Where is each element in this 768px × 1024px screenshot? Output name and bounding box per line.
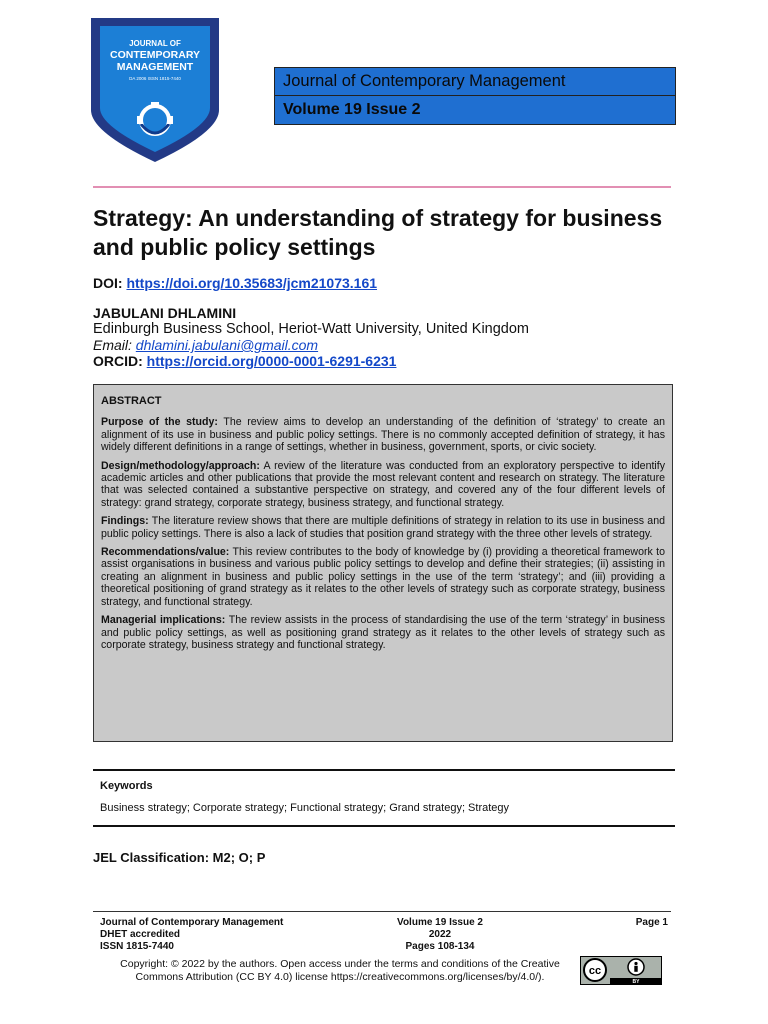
logo-line-3: MANAGEMENT [116, 61, 194, 73]
abstract-implications [101, 614, 665, 651]
footer-middle [380, 917, 500, 953]
logo-line-2: CONTEMPORARY [109, 49, 201, 61]
keywords-bottom-rule [93, 825, 675, 827]
abstract-box [93, 384, 673, 742]
email-label: Email: [93, 337, 132, 353]
footer-issn: ISSN 1815-7440 [100, 941, 174, 952]
orcid-label: ORCID: [93, 353, 143, 369]
by-label: BY [632, 979, 640, 985]
journal-logo [88, 14, 222, 164]
footer-volume: Volume 19 Issue 2 [397, 917, 483, 928]
abstract-heading: ABSTRACT [101, 395, 162, 407]
footer-left [100, 917, 283, 953]
footer-accreditation: DHET accredited [100, 929, 181, 940]
journal-name: Journal of Contemporary Management [283, 72, 566, 90]
header-divider [93, 186, 671, 188]
article-title: Strategy: An understanding of strategy for business and public policy settings [93, 205, 663, 260]
abstract-purpose-text: The review aims to develop an understanding of the definition of ‘strategy’ to create an alignment of its use in business and public policy settings. There is no commonly accepted definition of strategy, it has widely different definitions in a range of settings, whether in business, government, sports, or civic society. [101, 416, 665, 454]
doi-link[interactable]: https://doi.org/10.35683/jcm21073.161 [126, 275, 378, 291]
volume-issue: Volume 19 Issue 2 [275, 95, 675, 123]
cc-label: cc [588, 965, 602, 977]
keywords-list: Business strategy; Corporate strategy; Functional strategy; Grand strategy; Strategy [100, 802, 510, 814]
abstract-implications-label: Managerial implications: [101, 614, 226, 627]
footer-journal: Journal of Contemporary Management [100, 917, 284, 928]
footer-year: 2022 [428, 929, 452, 940]
orcid-link[interactable]: https://orcid.org/0000-0001-6291-6231 [146, 353, 397, 369]
journal-header-box [274, 67, 676, 125]
abstract-findings-text: The literature review shows that there are multiple definitions of strategy in relation to its use in business and public policy settings. There is also a lack of studies that position grand strategy with the three other levels of strategy. [101, 515, 665, 540]
copyright-notice: Copyright: © 2022 by the authors. Open access under the terms and conditions of the Creative Commons Attribution (CC BY 4.0) license https://creativecommons.org/licenses/by/4.0/). [120, 958, 560, 983]
author-affiliation: Edinburgh Business School, Heriot-Watt University, United Kingdom [93, 321, 529, 337]
email-line [93, 337, 318, 353]
abstract-recommendations [101, 546, 665, 608]
abstract-findings [101, 515, 665, 540]
jel-classification: JEL Classification: M2; O; P [93, 850, 266, 865]
keywords-heading: Keywords [100, 780, 153, 792]
shield-logo-icon [88, 14, 222, 164]
author-name: JABULANI DHLAMINI [93, 305, 237, 321]
page-number: Page 1 [635, 917, 668, 928]
abstract-recommendations-text: This review contributes to the body of knowledge by (i) providing a theoretical framework to assist organisations in business and various public policy settings to develop and define their strategies; (ii) assisting in creating an alignment in business and public policy settings in the use of the term ‘strategy’; and (iii) providing a theoretical positioning of grand strategy as it relates to the other levels of strategy such as corporate strategy, business strategy, and functional strategy. [101, 546, 665, 608]
doi-line [93, 275, 377, 291]
abstract-design-label: Design/methodology/approach: [101, 459, 260, 472]
logo-line-4: DA 2006 ISSN 1815-7440 [129, 76, 181, 81]
abstract-design-text: A review of the literature was conducted from an exploratory perspective to identify academic articles and other publications that provide the most relevant content and research on strategy. The literature that was selected contained a substantive perspective on strategy, and covered any of the four different levels of strategy: grand strategy, corporate strategy, business strategy, and functional strategy. [101, 459, 665, 509]
logo-line-1: JOURNAL OF [129, 39, 181, 48]
abstract-purpose-label: Purpose of the study: [101, 416, 218, 429]
footer-rule [93, 911, 671, 912]
abstract-implications-text: The review assists in the process of standardising the use of the term ‘strategy’ in business and public policy settings, as well as positioning grand strategy as it relates to the other levels of strategy such as corporate strategy, business strategy and functional strategy. [101, 614, 665, 651]
email-link[interactable]: dhlamini.jabulani@gmail.com [135, 337, 319, 353]
doi-label: DOI: [93, 275, 123, 291]
abstract-findings-label: Findings: [101, 515, 149, 528]
abstract-design [101, 460, 665, 510]
orcid-line [93, 353, 396, 369]
cc-by-license-badge[interactable] [580, 956, 662, 985]
abstract-recommendations-label: Recommendations/value: [101, 546, 230, 559]
abstract-purpose [101, 416, 665, 453]
keywords-top-rule [93, 769, 675, 771]
footer-pages: Pages 108-134 [405, 941, 475, 952]
cc-by-icon [580, 956, 662, 985]
